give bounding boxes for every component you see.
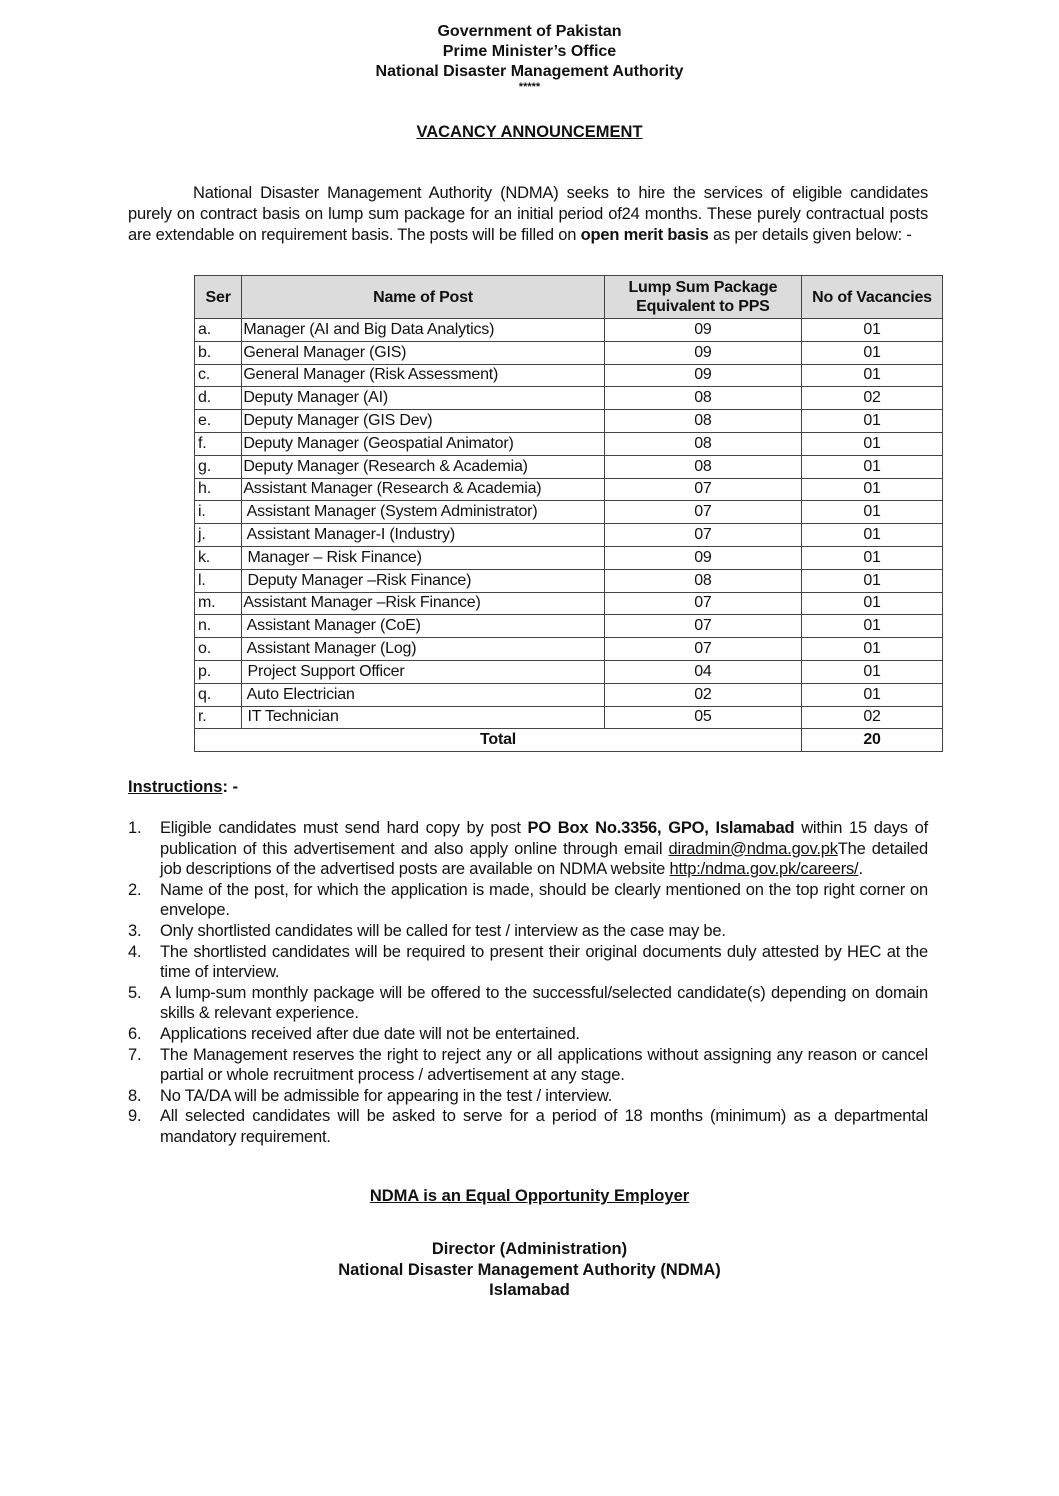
table-row: [195, 455, 943, 478]
careers-link[interactable]: http:/ndma.gov.pk/careers/: [669, 860, 859, 879]
total-value: 20: [802, 729, 943, 752]
row-ser: n.: [195, 615, 242, 638]
row-vacancies: 01: [802, 319, 943, 342]
row-pps: 07: [604, 592, 801, 615]
row-pps: 07: [604, 638, 801, 661]
email-link[interactable]: diradmin@ndma.gov.pk: [668, 839, 838, 858]
row-pps: 08: [604, 455, 801, 478]
row-vacancies: 01: [802, 478, 943, 501]
header-ndma: National Disaster Management Authority: [375, 63, 684, 80]
row-pps: 05: [604, 706, 801, 729]
row-vacancies: 01: [802, 341, 943, 364]
row-vacancies: 01: [802, 432, 943, 455]
header-vacancies: No of Vacancies: [802, 276, 943, 319]
row-pps: 09: [604, 546, 801, 569]
row-vacancies: 01: [802, 569, 943, 592]
po-box-address: PO Box No.3356, GPO, Islamabad: [527, 819, 795, 837]
row-pps: 02: [604, 683, 801, 706]
instruction-text: Eligible candidates must send hard copy by post: [160, 819, 528, 837]
table-row: [195, 387, 943, 410]
table-row: [195, 615, 943, 638]
row-post-name: Deputy Manager (Research & Academia): [242, 455, 604, 478]
signatory-location: Islamabad: [489, 1281, 570, 1299]
signatory-organization: National Disaster Management Authority (NDMA): [338, 1260, 721, 1279]
row-pps: 07: [604, 615, 801, 638]
row-post-name: Assistant Manager (CoE): [242, 615, 604, 638]
row-ser: m.: [195, 592, 242, 615]
intro-bold: open merit basis: [580, 226, 709, 244]
row-ser: q.: [195, 683, 242, 706]
instruction-item: [128, 818, 928, 880]
row-ser: g.: [195, 455, 242, 478]
row-vacancies: 01: [802, 410, 943, 433]
instruction-text: within 15 days of publication of this advertisement and also apply online through email: [160, 819, 928, 858]
table-row: [195, 524, 943, 547]
row-pps: 07: [604, 524, 801, 547]
instruction-number: 7.: [128, 1045, 142, 1064]
row-ser: i.: [195, 501, 242, 524]
row-ser: o.: [195, 638, 242, 661]
row-ser: l.: [195, 569, 242, 592]
instruction-text: Applications received after due date will not be entertained.: [160, 1024, 580, 1043]
instruction-text: A lump-sum monthly package will be offered to the successful/selected candidate(s) depending on domain skills & relevant experience.: [160, 983, 928, 1023]
intro-text: National Disaster Management Authority (NDMA) seeks to hire the services of eligible candidates purely on contract basis on lump sum package for an initial period of24 months. These purely contractual posts are extendable on requirement basis. The posts will be filled on: [128, 184, 928, 244]
row-pps: 08: [604, 432, 801, 455]
instruction-item: [128, 1045, 928, 1086]
instruction-text: Name of the post, for which the application is made, should be clearly mentioned on the top right corner on envelope.: [160, 880, 928, 920]
row-vacancies: 01: [802, 364, 943, 387]
instruction-item: [128, 1024, 928, 1045]
row-ser: k.: [195, 546, 242, 569]
row-post-name: Assistant Manager (Log): [242, 638, 604, 661]
instruction-text: The shortlisted candidates will be required to present their original documents duly attested by HEC at the time of interview.: [160, 942, 928, 982]
row-post-name: Deputy Manager (Geospatial Animator): [242, 432, 604, 455]
instruction-text: The detailed job descriptions of the advertised posts are available on NDMA website: [160, 839, 928, 879]
instruction-text: All selected candidates will be asked to serve for a period of 18 months (minimum) as a departmental mandatory requirement.: [160, 1107, 928, 1146]
intro-text-end: as per details given below: -: [708, 226, 912, 244]
row-vacancies: 01: [802, 660, 943, 683]
table-row: [195, 341, 943, 364]
letterhead: [0, 22, 1059, 92]
instruction-text: No TA/DA will be admissible for appearing in the test / interview.: [160, 1086, 613, 1105]
row-vacancies: 02: [802, 387, 943, 410]
header-stars: *****: [518, 81, 541, 93]
table-row: [195, 706, 943, 729]
row-ser: a.: [195, 319, 242, 342]
header-pm-office: Prime Minister’s Office: [442, 43, 617, 60]
row-post-name: Assistant Manager (Research & Academia): [242, 478, 604, 501]
row-vacancies: 01: [802, 455, 943, 478]
table-row: [195, 501, 943, 524]
row-vacancies: 01: [802, 638, 943, 661]
row-post-name: Deputy Manager –Risk Finance): [242, 569, 604, 592]
instructions-heading-suffix: : -: [222, 778, 239, 796]
row-post-name: Deputy Manager (AI): [242, 387, 604, 410]
instruction-text: The Management reserves the right to reject any or all applications without assigning any reason or cancel partial or whole recruitment process / advertisement at any stage.: [160, 1045, 928, 1085]
instructions-list: [128, 818, 928, 1148]
instruction-item: [128, 1106, 928, 1147]
instruction-number: 9.: [128, 1107, 142, 1126]
row-vacancies: 01: [802, 546, 943, 569]
instruction-item: [128, 983, 928, 1024]
table-row: [195, 364, 943, 387]
row-pps: 09: [604, 319, 801, 342]
header-government: Government of Pakistan: [437, 23, 622, 40]
instruction-text: .: [858, 860, 863, 879]
instructions-heading-text: Instructions: [128, 778, 223, 796]
row-ser: b.: [195, 341, 242, 364]
table-row: [195, 660, 943, 683]
table-row: [195, 592, 943, 615]
row-ser: e.: [195, 410, 242, 433]
header-name-of-post: Name of Post: [242, 276, 604, 319]
row-post-name: Deputy Manager (GIS Dev): [242, 410, 604, 433]
row-post-name: Project Support Officer: [242, 660, 604, 683]
table-row: [195, 478, 943, 501]
intro-paragraph: [128, 183, 928, 246]
instruction-number: 4.: [128, 942, 142, 961]
row-vacancies: 01: [802, 524, 943, 547]
row-vacancies: 01: [802, 683, 943, 706]
row-pps: 09: [604, 364, 801, 387]
row-post-name: IT Technician: [242, 706, 604, 729]
table-row: [195, 569, 943, 592]
table-row: [195, 319, 943, 342]
instruction-number: 2.: [128, 880, 142, 899]
row-pps: 07: [604, 478, 801, 501]
row-vacancies: 02: [802, 706, 943, 729]
instruction-item: [128, 921, 928, 942]
row-ser: c.: [195, 364, 242, 387]
table-row: [195, 546, 943, 569]
row-post-name: Manager (AI and Big Data Analytics): [242, 319, 604, 342]
row-vacancies: 01: [802, 592, 943, 615]
row-pps: 08: [604, 569, 801, 592]
table-row: [195, 638, 943, 661]
table-row: [195, 410, 943, 433]
header-pps: Lump Sum Package Equivalent to PPS: [604, 276, 801, 319]
signature-block: [0, 1239, 1059, 1301]
row-pps: 09: [604, 341, 801, 364]
instruction-number: 8.: [128, 1086, 142, 1105]
instruction-number: 1.: [128, 819, 142, 837]
instructions-heading: [128, 778, 238, 797]
row-ser: f.: [195, 432, 242, 455]
row-post-name: Assistant Manager (System Administrator): [242, 501, 604, 524]
instruction-number: 6.: [128, 1024, 142, 1043]
row-pps: 04: [604, 660, 801, 683]
row-pps: 07: [604, 501, 801, 524]
header-ser: Ser: [195, 276, 242, 319]
row-pps: 08: [604, 387, 801, 410]
row-vacancies: 01: [802, 615, 943, 638]
row-ser: h.: [195, 478, 242, 501]
row-ser: r.: [195, 706, 242, 729]
row-pps: 08: [604, 410, 801, 433]
vacancy-table: [194, 275, 943, 752]
instruction-item: [128, 942, 928, 983]
row-post-name: General Manager (GIS): [242, 341, 604, 364]
page-title: VACANCY ANNOUNCEMENT: [416, 123, 643, 141]
table-header-row: [195, 276, 943, 319]
total-label: Total: [195, 729, 802, 752]
instruction-item: [128, 880, 928, 921]
row-ser: j.: [195, 524, 242, 547]
row-post-name: Auto Electrician: [242, 683, 604, 706]
row-post-name: Assistant Manager –Risk Finance): [242, 592, 604, 615]
row-post-name: Manager – Risk Finance): [242, 546, 604, 569]
row-ser: p.: [195, 660, 242, 683]
instruction-text: Only shortlisted candidates will be called for test / interview as the case may be.: [160, 921, 726, 940]
table-row: [195, 432, 943, 455]
row-post-name: General Manager (Risk Assessment): [242, 364, 604, 387]
total-row: [195, 729, 943, 752]
table-row: [195, 683, 943, 706]
row-ser: d.: [195, 387, 242, 410]
equal-opportunity-statement: NDMA is an Equal Opportunity Employer: [369, 1187, 690, 1205]
signatory-title: Director (Administration): [431, 1240, 628, 1258]
row-vacancies: 01: [802, 501, 943, 524]
row-post-name: Assistant Manager-I (Industry): [242, 524, 604, 547]
instruction-item: [128, 1086, 928, 1107]
instruction-number: 5.: [128, 983, 142, 1002]
instruction-number: 3.: [128, 921, 142, 940]
